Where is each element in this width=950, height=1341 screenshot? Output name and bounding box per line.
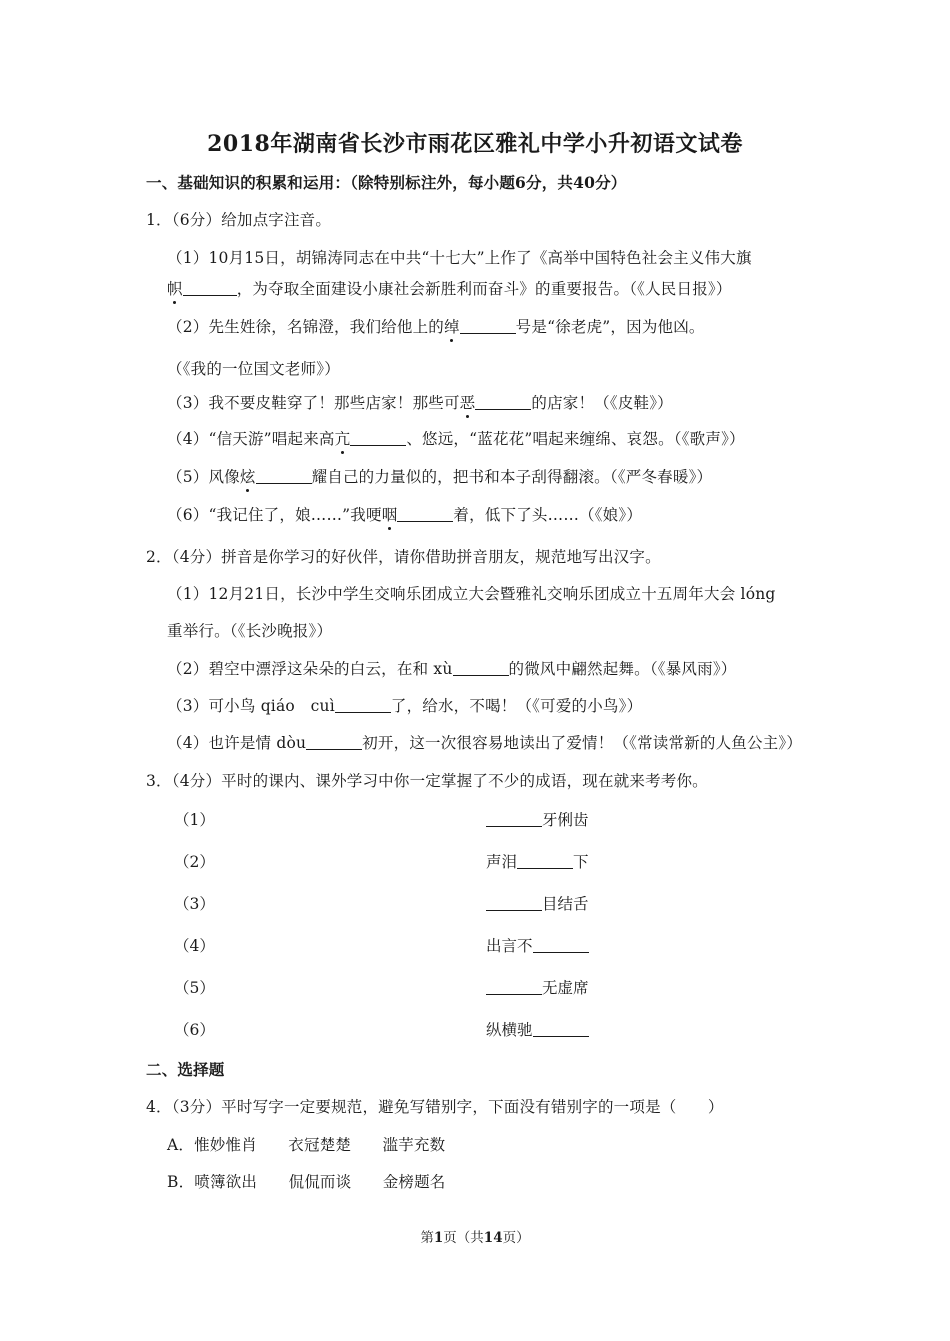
answer-blank[interactable]	[517, 852, 573, 869]
dotted-char: 恶	[459, 394, 476, 412]
q3-item-number: （2）	[174, 853, 215, 871]
document-title: 2018年湖南省长沙市雨花区雅礼中学小升初语文试卷	[207, 131, 743, 157]
q1-item-5: （5）风像炫 耀自己的力量似的，把书和本子刮得翻滚。（《严冬春暖》）	[167, 468, 713, 486]
answer-blank[interactable]	[533, 1020, 589, 1037]
q2-item-2: （2）碧空中漂浮这朵朵的白云，在和 xù 的微风中翩然起舞。（《暴风雨》）	[167, 660, 737, 678]
q3-idiom-4: 出言不	[486, 935, 589, 957]
dotted-char: 绰	[443, 318, 460, 336]
q3-item-number: （1）	[174, 811, 215, 829]
q1-item-1-line-1: （1）10月15日，胡锦涛同志在中共“十七大”上作了《高举中国特色社会主义伟大旗	[167, 249, 752, 267]
q3-item-number: （3）	[174, 895, 215, 913]
section-2-heading: 二、选择题	[146, 1060, 225, 1079]
q2-item-4: （4）也许是情 dòu 初开，这一次很容易地读出了爱情！（《常读常新的人鱼公主》）	[167, 734, 803, 752]
answer-blank[interactable]	[306, 733, 362, 750]
page-number: 1	[433, 1230, 444, 1246]
question-3-stem: 3．（4分）平时的课内、课外学习中你一定掌握了不少的成语，现在就来考考你。	[146, 772, 708, 790]
q2-item-3: （3）可小鸟 qiáo cuì 了，给水，不喝！（《可爱的小鸟》）	[167, 697, 643, 715]
answer-blank[interactable]	[183, 279, 237, 296]
page-footer: 第1页（共14页）	[420, 1230, 530, 1246]
answer-blank[interactable]	[486, 894, 542, 911]
q3-item-number: （5）	[174, 979, 215, 997]
answer-blank[interactable]	[486, 810, 542, 827]
answer-blank[interactable]	[533, 936, 589, 953]
page-total: 14	[483, 1230, 503, 1246]
answer-blank[interactable]	[256, 467, 312, 484]
answer-blank[interactable]	[460, 317, 516, 334]
q4-option-a[interactable]: A．惟妙惟肖 衣冠楚楚 滥芋充数	[167, 1136, 446, 1154]
q2-item-1-line-1: （1）12月21日，长沙中学生交响乐团成立大会暨雅礼交响乐团成立十五周年大会 lóng	[167, 585, 776, 603]
q3-idiom-2: 声泪 下	[486, 853, 589, 871]
q1-item-1-line-2: 帜 ，为夺取全面建设小康社会新胜利而奋斗》的重要报告。（《人民日报》）	[167, 280, 732, 298]
q1-item-4: （4）“信天游”唱起来高亢 、悠远，“蓝花花”唱起来缠绵、哀怨。（《歌声》）	[167, 430, 745, 448]
answer-blank[interactable]	[350, 429, 406, 446]
q3-idiom-6: 纵横驰	[486, 1019, 589, 1041]
dotted-char: 帜	[167, 280, 183, 298]
q4-option-b[interactable]: B．喷簿欲出 侃侃而谈 金榜题名	[167, 1173, 446, 1191]
dotted-char: 炫	[239, 468, 256, 486]
answer-blank[interactable]	[453, 659, 509, 676]
q2-item-1-line-2: 重举行。（《长沙晚报》）	[167, 622, 333, 640]
answer-blank[interactable]	[335, 696, 391, 713]
q3-idiom-3: 目结舌	[486, 893, 589, 915]
q1-item-3: （3）我不要皮鞋穿了！那些店家！那些可恶 的店家！（《皮鞋》）	[167, 394, 673, 412]
q1-item-2: （2）先生姓徐，名锦澄，我们给他上的绰 号是“徐老虎”，因为他凶。	[167, 318, 705, 336]
answer-blank[interactable]	[486, 978, 542, 995]
q3-idiom-1: 牙俐齿	[486, 809, 589, 831]
q1-item-6: （6）“我记住了，娘……”我哽咽 着，低下了头……（《娘》）	[167, 506, 643, 524]
dotted-char: 亢	[334, 430, 351, 448]
q1-item-2-source: （《我的一位国文老师》）	[167, 360, 340, 378]
dotted-char: 咽	[381, 506, 398, 524]
question-1-stem: 1．（6分）给加点字注音。	[146, 211, 332, 229]
q3-item-number: （4）	[174, 937, 215, 955]
q3-idiom-5: 无虚席	[486, 977, 589, 999]
section-1-heading: 一、基础知识的积累和运用：（除特别标注外，每小题6分，共40分）	[146, 173, 627, 192]
question-2-stem: 2．（4分）拼音是你学习的好伙伴，请你借助拼音朋友，规范地写出汉字。	[146, 548, 661, 566]
question-4-stem: 4．（3分）平时写字一定要规范，避免写错别字，下面没有错别字的一项是（ ）	[146, 1098, 724, 1116]
answer-blank[interactable]	[475, 393, 531, 410]
q3-item-number: （6）	[174, 1021, 215, 1039]
answer-blank[interactable]	[397, 505, 453, 522]
